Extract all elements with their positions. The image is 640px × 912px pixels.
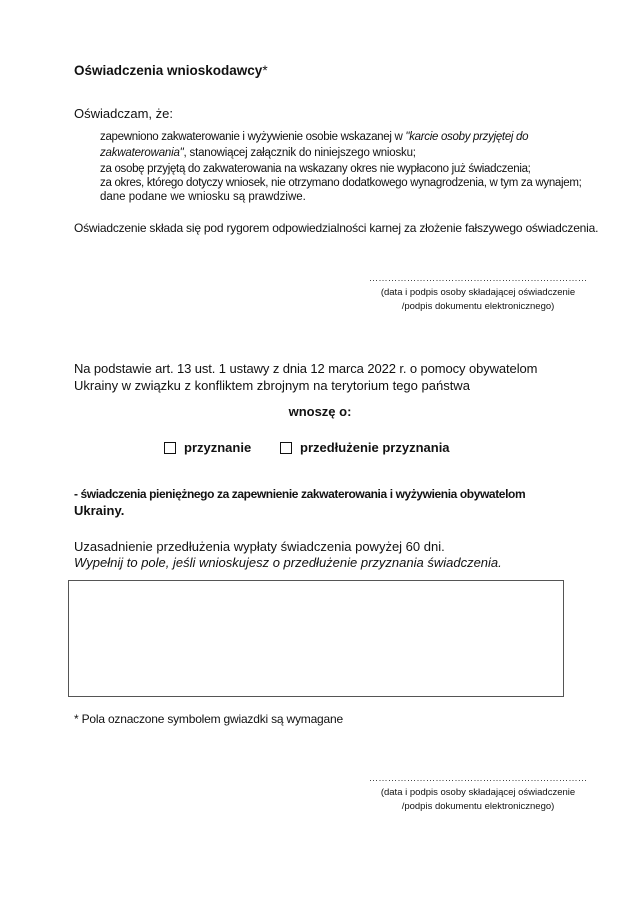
statement-item-1-ref-end: zakwaterowania": [100, 147, 184, 159]
statement-item-1a: [100, 131, 528, 143]
signature-caption-2a: (data i podpis osoby składającej oświadczenie: [380, 787, 576, 798]
statement-liability: Oświadczenie składa się pod rygorem odpowiedzialności karnej za złożenie fałszywego oświadczenia.: [74, 221, 599, 235]
signature-caption-2b: /podpis dokumentu elektronicznego): [401, 801, 555, 812]
signature-caption-1b: /podpis dokumentu elektronicznego): [401, 301, 555, 312]
grant-checkbox[interactable]: [164, 442, 176, 454]
statement-item-4: dane podane we wniosku są prawdziwe.: [100, 191, 306, 203]
statement-intro: Oświadczam, że:: [74, 106, 173, 121]
legal-basis-line-1: Na podstawie art. 13 ust. 1 ustawy z dnia 12 marca 2022 r. o pomocy obywatelom: [74, 361, 538, 376]
signature-caption-1a: (data i podpis osoby składającej oświadczenie: [380, 287, 576, 298]
option-grant[interactable]: [164, 440, 251, 455]
required-star: *: [262, 63, 268, 78]
required-footnote: * Pola oznaczone symbolem gwiazdki są wymagane: [74, 712, 343, 726]
statement-item-2: za osobę przyjętą do zakwaterowania na wskazany okres nie wypłacono już świadczenia;: [100, 163, 531, 175]
statement-item-1-text-end: , stanowiącej załącznik do niniejszego wniosku;: [183, 147, 416, 159]
signature-block-2: [368, 772, 588, 814]
option-extend[interactable]: [280, 440, 450, 455]
signature-line-1: ……………………………………………………………: [368, 273, 588, 284]
statement-item-1-text: zapewniono zakwaterowanie i wyżywienie osobie wskazanej w: [100, 131, 406, 143]
signature-line-2: ……………………………………………………………: [368, 773, 588, 784]
statement-title-text: Oświadczenia wnioskodawcy: [74, 63, 263, 78]
statement-title: [74, 63, 268, 78]
justification-textarea[interactable]: [68, 580, 564, 697]
option-grant-label: przyznanie: [184, 440, 252, 455]
justification-hint: Wypełnij to pole, jeśli wnioskujesz o przedłużenie przyznania świadczenia.: [74, 555, 502, 570]
extend-checkbox[interactable]: [280, 442, 292, 454]
statement-item-1-ref: "karcie osoby przyjętej do: [405, 131, 529, 143]
benefit-line-1: - świadczenia pieniężnego za zapewnienie zakwaterowania i wyżywienia obywatelom: [74, 487, 526, 501]
signature-block-1: [368, 272, 588, 314]
justification-label: Uzasadnienie przedłużenia wypłaty świadczenia powyżej 60 dni.: [74, 539, 445, 554]
legal-basis-line-2: Ukrainy w związku z konfliktem zbrojnym na terytorium tego państwa: [74, 378, 470, 393]
statement-item-1b: [100, 147, 416, 159]
statement-item-3: za okres, którego dotyczy wniosek, nie otrzymano dodatkowego wynagrodzenia, w tym za wynajem;: [100, 177, 582, 189]
request-heading: wnoszę o:: [288, 404, 352, 419]
benefit-line-2: Ukrainy.: [74, 503, 125, 518]
option-extend-label: przedłużenie przyznania: [300, 440, 450, 455]
